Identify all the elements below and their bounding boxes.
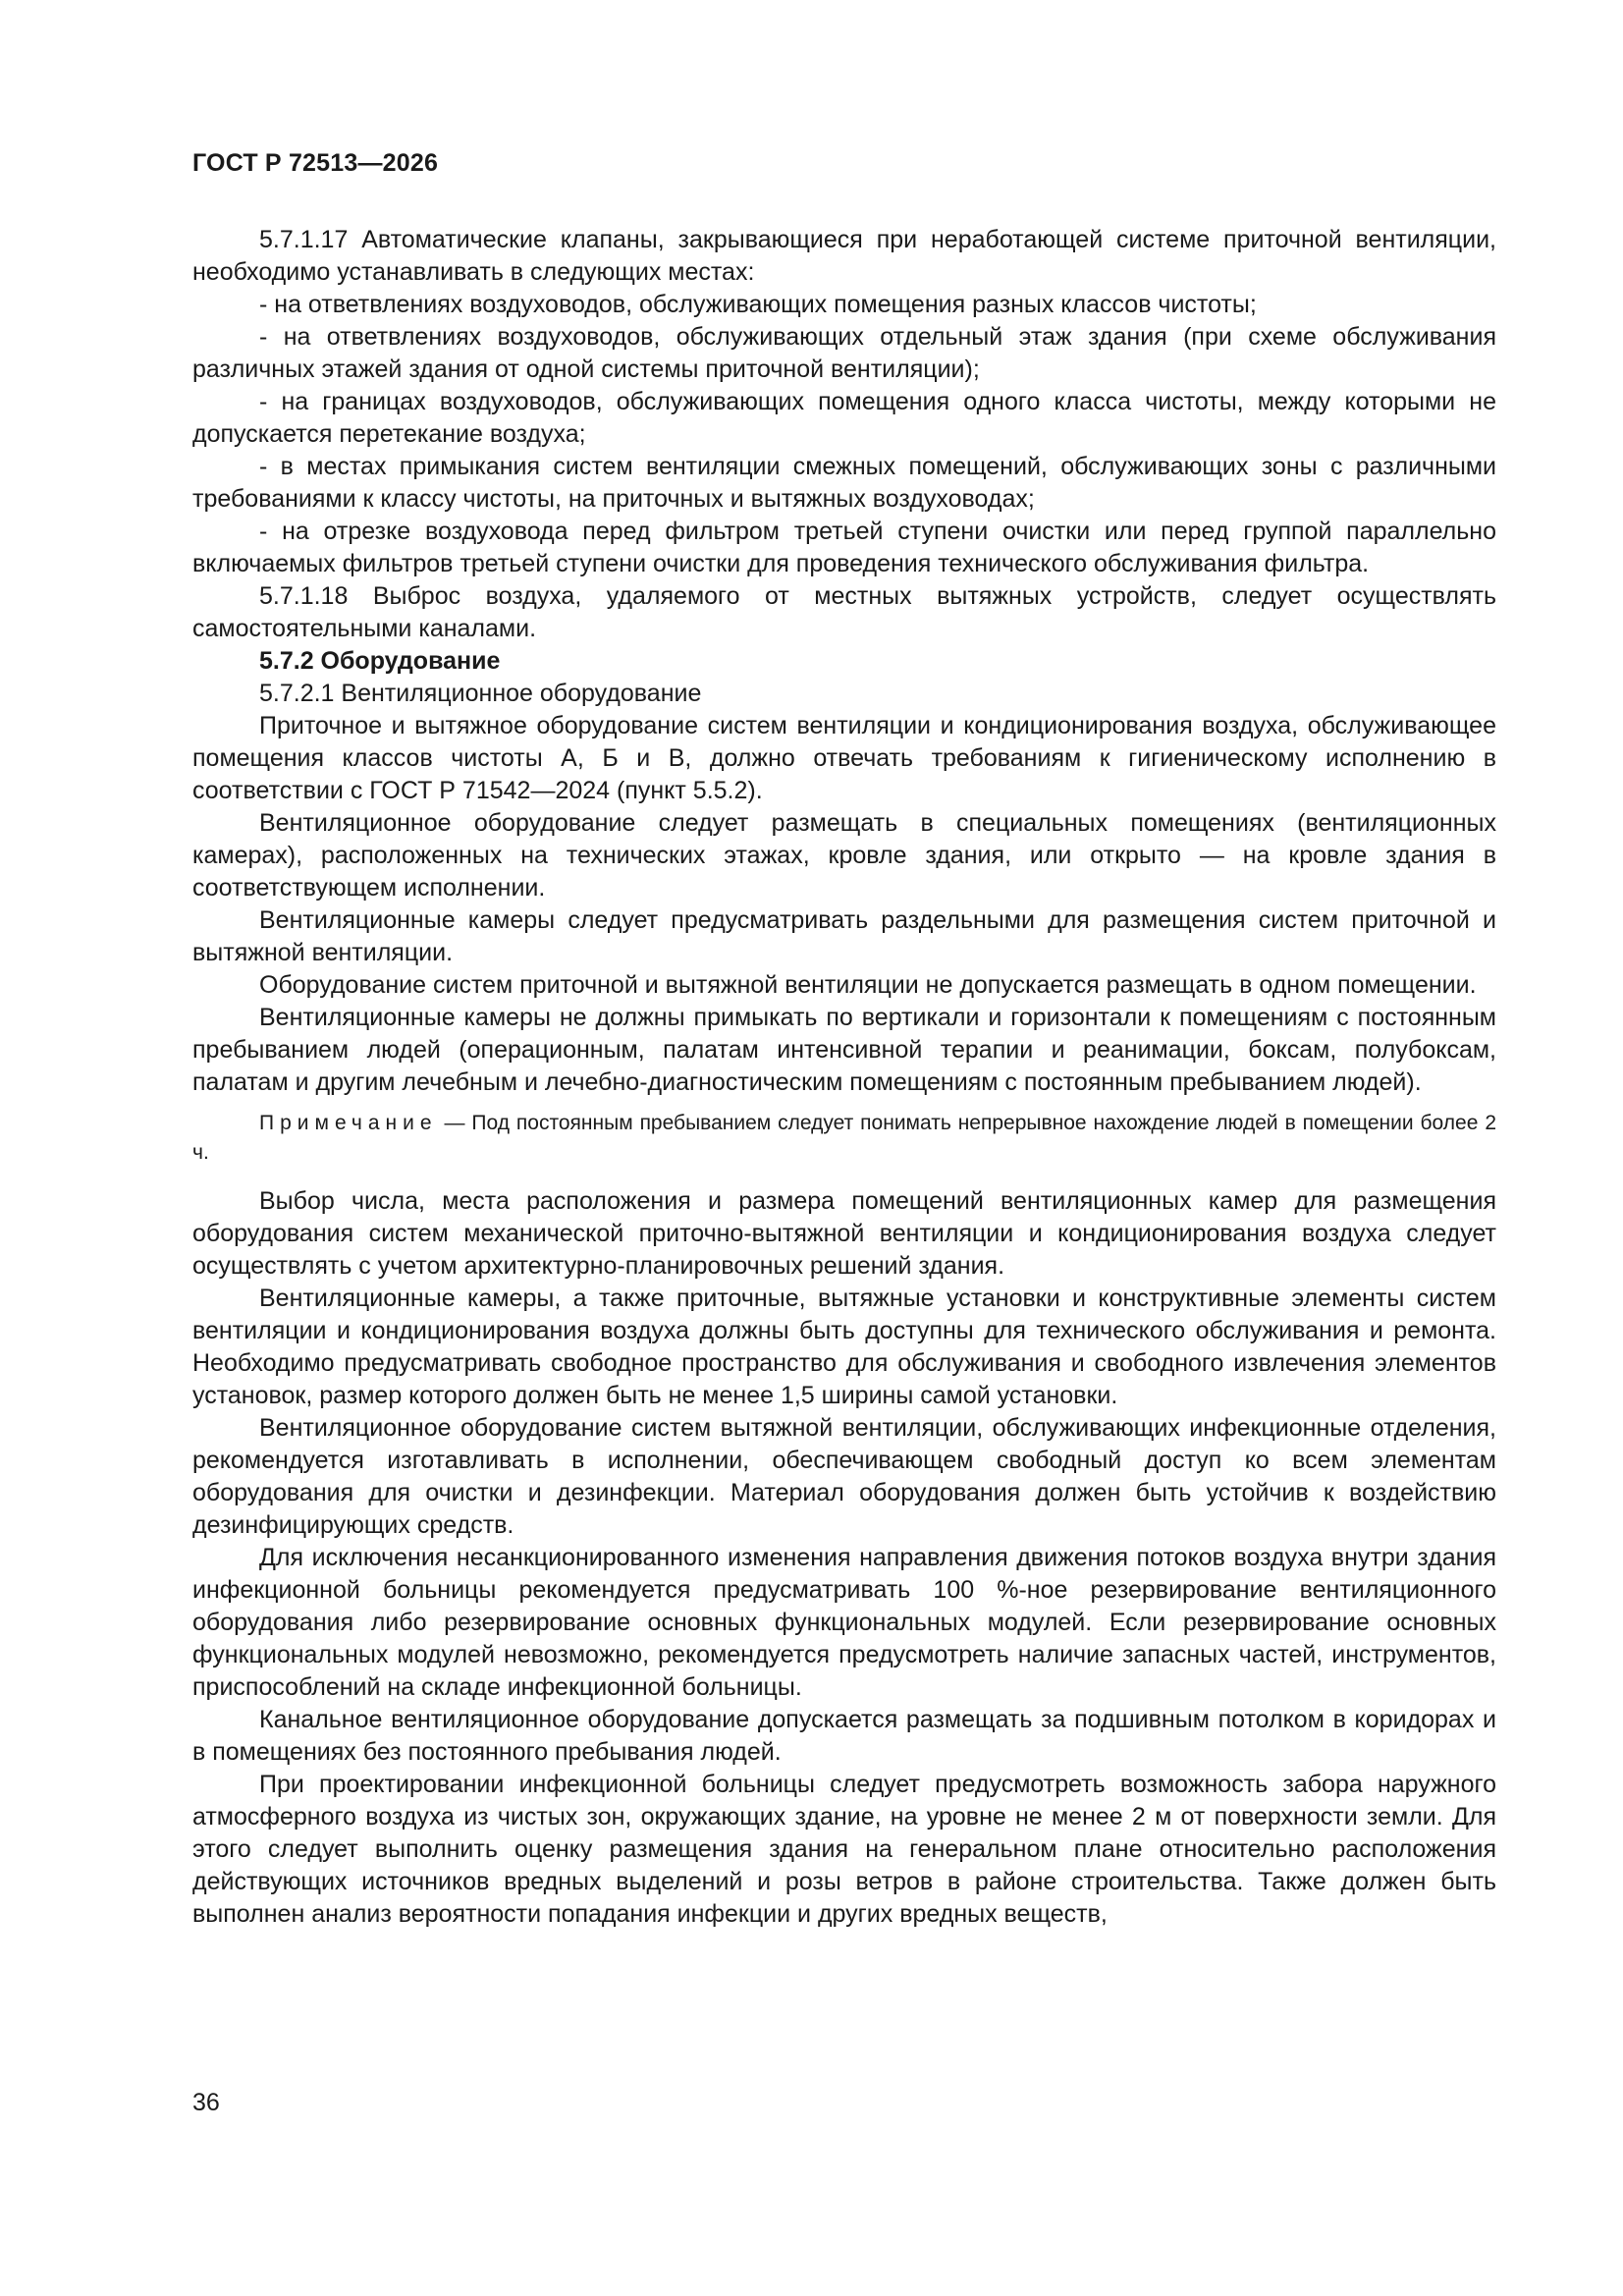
body-paragraph: Вентиляционные камеры не должны примыкать по вертикали и горизонтали к помещениям с постоянным пребыванием людей (операционным, палатам интенсивной терапии и реанимации, боксам, полубоксам, палатам и другим лечебным и лечебно-диагностическим помещениям с постоянным пребыванием людей). — [192, 1004, 1496, 1096]
page-number: 36 — [192, 2089, 220, 2116]
body-paragraph: Для исключения несанкционированного изменения направления движения потоков воздуха внутри здания инфекционной больницы рекомендуется предусматривать 100 %-ное резервирование вентиляционного оборудования либо резервирование основных функциональных модулей. Если резервирование основных функциональных модулей невозможно, рекомендуется предусмотреть наличие запасных частей, инструментов, приспособлений на складе инфекционной больницы. — [192, 1544, 1496, 1701]
clause-5-7-1-18: 5.7.1.18 Выброс воздуха, удаляемого от местных вытяжных устройств, следует осуществлять самостоятельными каналами. — [192, 582, 1496, 642]
list-item: - на ответвлениях воздуховодов, обслуживающих отдельный этаж здания (при схеме обслуживания различных этажей здания от одной системы приточной вентиляции); — [192, 323, 1496, 383]
subsection-heading-5-7-2-1: 5.7.2.1 Вентиляционное оборудование — [259, 680, 702, 707]
list-item: - на ответвлениях воздуховодов, обслуживающих помещения разных классов чистоты; — [259, 291, 1257, 318]
body-paragraph: Выбор числа, места расположения и размера помещений вентиляционных камер для размещения оборудования систем механической приточно-вытяжной вентиляции и кондиционирования воздуха следует осуществлять с учетом архитектурно-планировочных решений здания. — [192, 1187, 1496, 1280]
document-header: ГОСТ Р 72513—2026 — [192, 149, 439, 177]
note-label: Примечание — [259, 1112, 438, 1134]
list-item: - на границах воздуховодов, обслуживающих помещения одного класса чистоты, между которыми не допускается перетекание воздуха; — [192, 388, 1496, 448]
clause-5-7-1-17: 5.7.1.17 Автоматические клапаны, закрывающиеся при неработающей системе приточной вентиляции, необходимо устанавливать в следующих местах: — [192, 226, 1496, 286]
document-body — [192, 224, 1496, 1931]
list-item: - на отрезке воздуховода перед фильтром третьей ступени очистки или перед группой параллельно включаемых фильтров третьей ступени очистки для проведения технического обслуживания фильтра. — [192, 518, 1496, 577]
body-paragraph: Канальное вентиляционное оборудование допускается размещать за подшивным потолком в коридорах и в помещениях без постоянного пребывания людей. — [192, 1706, 1496, 1766]
body-paragraph: Вентиляционное оборудование следует размещать в специальных помещениях (вентиляционных камерах), расположенных на технических этажах, кровле здания, или открыто — на кровле здания в соответствующем исполнении. — [192, 809, 1496, 902]
body-paragraph: Вентиляционное оборудование систем вытяжной вентиляции, обслуживающих инфекционные отделения, рекомендуется изготавливать в исполнении, обеспечивающем свободный доступ ко всем элементам оборудования для очистки и дезинфекции. Материал оборудования должен быть устойчив к воздействию дезинфицирующих средств. — [192, 1414, 1496, 1539]
section-heading-5-7-2: 5.7.2 Оборудование — [259, 647, 501, 675]
body-paragraph: Вентиляционные камеры следует предусматривать раздельными для размещения систем приточной и вытяжной вентиляции. — [192, 906, 1496, 966]
note — [192, 1109, 1496, 1168]
body-paragraph: При проектировании инфекционной больницы следует предусмотреть возможность забора наружного атмосферного воздуха из чистых зон, окружающих здание, на уровне не менее 2 м от поверхности земли. Для этого следует выполнить оценку размещения здания на генеральном плане относительно расположения действующих источников вредных выделений и розы ветров в районе строительства. Также должен быть выполнен анализ вероятности попадания инфекции и других вредных веществ, — [192, 1771, 1496, 1928]
body-paragraph: Оборудование систем приточной и вытяжной вентиляции не допускается размещать в одном помещении. — [259, 971, 1477, 999]
note-text: — Под постоянным пребыванием следует понимать непрерывное нахождение людей в помещении более 2 ч. — [192, 1112, 1496, 1164]
body-paragraph: Приточное и вытяжное оборудование систем вентиляции и кондиционирования воздуха, обслуживающее помещения классов чистоты А, Б и В, должно отвечать требованиям к гигиеническому исполнению в соответствии с ГОСТ Р 71542—2024 (пункт 5.5.2). — [192, 712, 1496, 804]
body-paragraph: Вентиляционные камеры, а также приточные, вытяжные установки и конструктивные элементы систем вентиляции и кондиционирования воздуха должны быть доступны для технического обслуживания и ремонта. Необходимо предусматривать свободное пространство для обслуживания и свободного извлечения элементов установок, размер которого должен быть не менее 1,5 ширины самой установки. — [192, 1285, 1496, 1409]
list-item: - в местах примыкания систем вентиляции смежных помещений, обслуживающих зоны с различными требованиями к классу чистоты, на приточных и вытяжных воздуховодах; — [192, 453, 1496, 513]
